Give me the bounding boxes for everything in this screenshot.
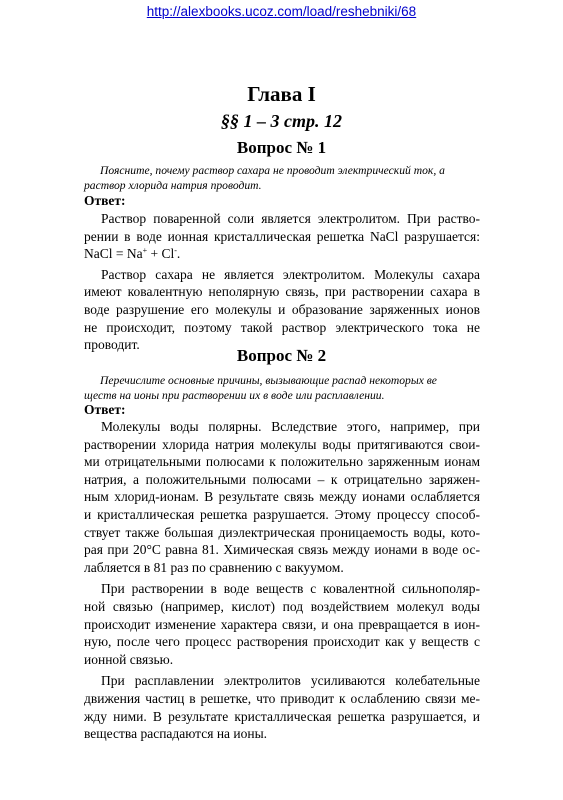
text-line: ным хлорид-ионам. В результате связь между ионами ослабляется [84,489,480,505]
text-line: ной связью (например, кислот) под воздействием молекул воды [84,598,480,614]
text-line: имеют ковалентную неполярную связь, при растворении сахара в [84,284,480,300]
text-line: При растворении в воде веществ с ковалентной сильнополяр- [101,581,480,597]
text-line: движения частиц в решетке, что приводит к ослаблению связи ме- [84,690,480,706]
formula-charge-plus: + [142,246,148,256]
prompt-line: Поясните, почему раствор сахара не проводит электрический ток, а [100,164,445,177]
question-1-prompt [84,163,480,193]
text-line: происходит изменение характера связи, и она превращается в ион- [84,616,480,632]
text-line: не происходит, поэтому такой раствор электрического тока не [84,319,480,335]
section-heading: §§ 1 – 3 стр. 12 [221,111,342,131]
formula-charge-minus: - [174,246,177,256]
chapter-title: Глава I [247,82,316,106]
text-line: воде разрушение его молекулы и образование заряженных ионов [84,301,480,317]
answer-paragraph [84,266,480,354]
formula-end: . [176,246,181,262]
text-line: Молекулы воды полярны. Вследствие этого, например, при [101,419,480,434]
question-2-prompt [84,373,480,403]
prompt-line: раствор хлорида натрия проводит. [84,179,262,192]
answer-paragraph [84,580,480,668]
question-1-title: Вопрос № 1 [236,138,327,157]
text-line: лабляется в 81 раз по сравнению с вакуумом. [84,559,344,575]
text-line: проводит. [84,337,140,353]
formula-left: NaCl = Na [84,246,143,262]
question-1-answer-label: Ответ: [84,193,126,208]
text-line: ствует также большая диэлектрическая проницаемость воды, кото- [84,524,480,540]
text-line: натрия, а положительными полюсами – к отрицательно заряжен- [84,471,480,487]
prompt-line: ществ на ионы при растворении их в воде или расплавлении. [84,389,385,402]
text-line: ную, после чего процесс растворения происходит как у веществ с [84,634,480,650]
text-line: ми отрицательными полюсами к положительно заряженным ионам [84,454,480,470]
text-line: растворении хлорида натрия молекулы воды притягиваются свои- [84,436,480,452]
question-2-answer-label: Ответ: [84,402,126,417]
text-line: При расплавлении электролитов усиливаются колебательные [101,673,480,689]
text-line: Раствор поваренной соли является электролитом. При раство- [101,211,480,226]
text-line: рая при 20°С равна 81. Химическая связь между ионами в воде ос- [84,542,480,558]
formula-line [84,245,480,263]
question-1-answer [84,210,480,354]
answer-paragraph [84,418,480,576]
answer-paragraph [84,672,480,742]
text-line: вещества распадаются на ионы. [84,726,268,742]
source-url-link[interactable]: http://alexbooks.ucoz.com/load/reshebniki/68 [146,4,417,19]
prompt-line: Перечислите основные причины, вызывающие распад некоторых ве [100,374,437,387]
formula-middle: + Cl [147,246,175,262]
text-line: Раствор сахара не является электролитом. Молекулы сахара [101,266,480,282]
answer-paragraph [84,210,480,263]
question-2-title: Вопрос № 2 [236,346,327,365]
text-line: жду ними. В результате кристаллическая решетка разрушается, и [84,708,480,724]
text-line: рении в воде ионная кристаллическая решетка NaCl разрушается: [84,228,480,244]
question-2-answer [84,418,480,743]
text-line: ионной связью. [84,651,174,667]
text-line: и кристаллическая решетка разрушается. Этому процессу способ- [84,506,480,522]
